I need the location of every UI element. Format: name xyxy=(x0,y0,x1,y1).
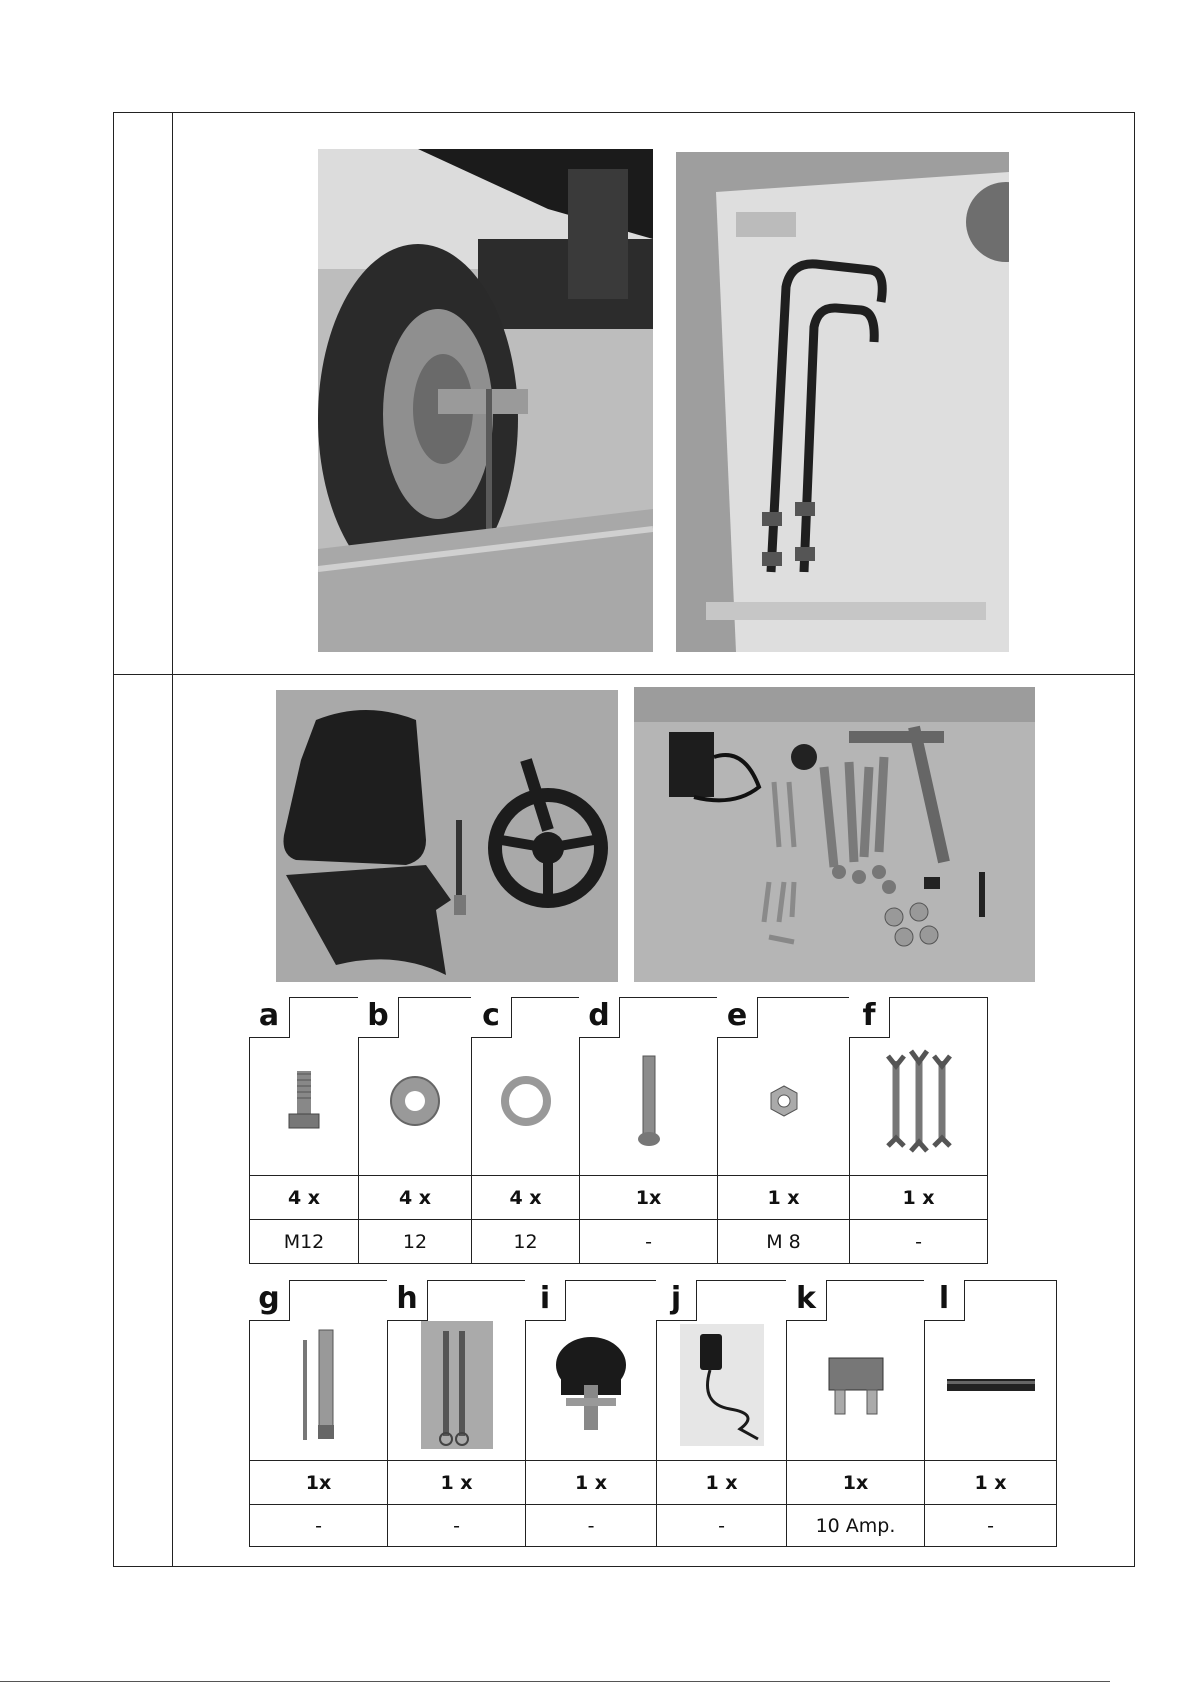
tools-hardware-photo xyxy=(634,687,1035,982)
part-f-cell xyxy=(850,998,988,1176)
part-letter: j xyxy=(656,1280,697,1321)
part-b-cell xyxy=(359,998,472,1176)
part-letter: c xyxy=(471,997,512,1038)
part-g-cell xyxy=(250,1281,388,1461)
part-letter: d xyxy=(579,997,620,1038)
part-h-qty: 1 x xyxy=(388,1461,526,1505)
part-c-spec: 12 xyxy=(472,1220,580,1264)
part-a-spec: M12 xyxy=(250,1220,359,1264)
part-k-qty: 1x xyxy=(787,1461,925,1505)
part-letter: h xyxy=(387,1280,428,1321)
part-i-cell xyxy=(526,1281,657,1461)
row-divider xyxy=(113,674,1135,675)
part-i-spec: - xyxy=(526,1505,657,1547)
part-letter: i xyxy=(525,1280,566,1321)
wheel-axle-photo xyxy=(318,149,653,652)
seat-steering-photo xyxy=(276,690,618,982)
parts-table-2 xyxy=(249,1280,1057,1547)
part-d-qty: 1x xyxy=(580,1176,718,1220)
washer-icon xyxy=(385,1071,445,1131)
part-g-qty: 1x xyxy=(250,1461,388,1505)
parts-table-1 xyxy=(249,997,988,1264)
part-j-qty: 1 x xyxy=(657,1461,787,1505)
part-d-spec: - xyxy=(580,1220,718,1264)
part-l-qty: 1 x xyxy=(925,1461,1057,1505)
part-letter: g xyxy=(249,1280,290,1321)
part-i-qty: 1 x xyxy=(526,1461,657,1505)
part-h-spec: - xyxy=(388,1505,526,1547)
part-g-spec: - xyxy=(250,1505,388,1547)
nut-icon xyxy=(764,1081,804,1121)
part-j-spec: - xyxy=(657,1505,787,1547)
part-k-cell xyxy=(787,1281,925,1461)
part-letter: k xyxy=(786,1280,827,1321)
part-letter: b xyxy=(358,997,399,1038)
part-c-cell xyxy=(472,998,580,1176)
part-f-spec: - xyxy=(850,1220,988,1264)
pin-icon xyxy=(629,1051,669,1151)
bolt-icon xyxy=(279,1066,329,1136)
axle-pin-icon xyxy=(421,1321,493,1449)
part-e-cell xyxy=(718,998,850,1176)
part-l-spec: - xyxy=(925,1505,1057,1547)
part-f-qty: 1 x xyxy=(850,1176,988,1220)
part-e-qty: 1 x xyxy=(718,1176,850,1220)
part-a-qty: 4 x xyxy=(250,1176,359,1220)
page-bottom-rule xyxy=(0,1681,1110,1682)
part-j-cell xyxy=(657,1281,787,1461)
rod-icon xyxy=(943,1373,1039,1397)
part-l-cell xyxy=(925,1281,1057,1461)
part-a-cell xyxy=(250,998,359,1176)
part-k-spec: 10 Amp. xyxy=(787,1505,925,1547)
part-letter: e xyxy=(717,997,758,1038)
charger-icon xyxy=(680,1324,764,1446)
socket-wrench-icon xyxy=(289,1325,349,1445)
part-letter: a xyxy=(249,997,290,1038)
ignition-key-icon xyxy=(546,1330,636,1440)
hook-bolts-photo xyxy=(676,152,1009,652)
part-b-spec: 12 xyxy=(359,1220,472,1264)
part-d-cell xyxy=(580,998,718,1176)
part-e-spec: M 8 xyxy=(718,1220,850,1264)
part-b-qty: 4 x xyxy=(359,1176,472,1220)
left-column-divider xyxy=(172,112,173,1567)
part-letter: f xyxy=(849,997,890,1038)
fuse-icon xyxy=(821,1350,891,1420)
spring-washer-icon xyxy=(496,1071,556,1131)
part-h-cell xyxy=(388,1281,526,1461)
part-letter: l xyxy=(924,1280,965,1321)
part-c-qty: 4 x xyxy=(472,1176,580,1220)
wrench-set-icon xyxy=(874,1046,964,1156)
